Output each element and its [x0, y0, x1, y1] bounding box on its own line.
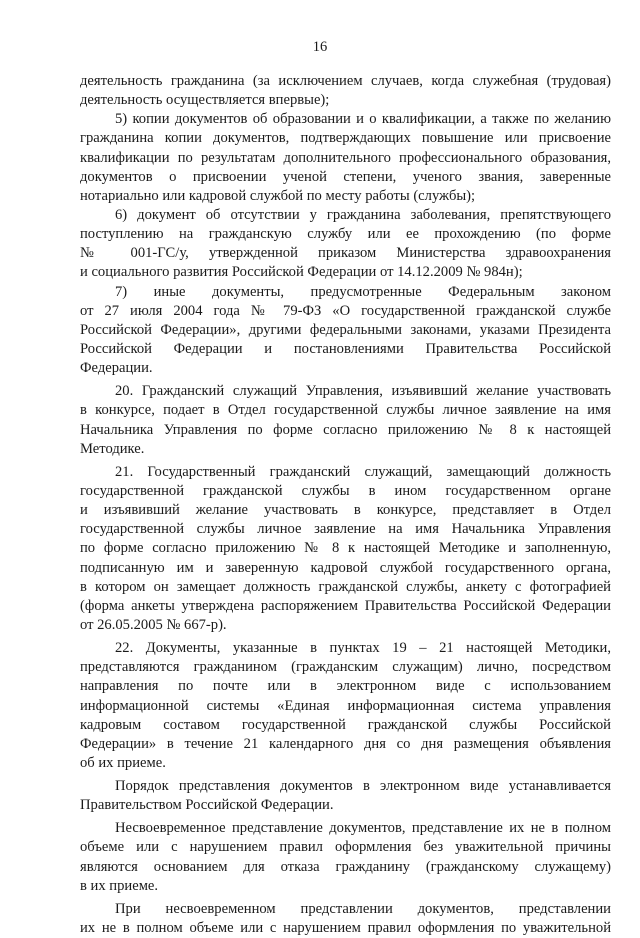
text-line: и изъявивший желание участвовать в конкурсе, представляет в Отдел: [80, 502, 611, 519]
text-line: Правительством Российской Федерации.: [80, 797, 334, 814]
paragraph-valid-reason: [80, 900, 611, 938]
text-line: и социального развития Российской Федерации от 14.12.2009 № 984н);: [80, 264, 523, 281]
paragraph-item-5: [80, 110, 611, 206]
text-line: 5) копии документов об образовании и о квалификации, а также по желанию: [115, 111, 611, 128]
text-line: от 27 июля 2004 года № 79-ФЗ «О государственной гражданской службе: [80, 302, 611, 319]
text-line: 7) иные документы, предусмотренные Федеральным законом: [115, 283, 611, 300]
paragraph-item-21: [80, 463, 611, 635]
text-line: 6) документ об отсутствии у гражданина заболевания, препятствующего: [115, 206, 611, 223]
text-line: Российской Федерации и постановлениями Правительства Российской: [80, 340, 611, 357]
page-number: 16: [312, 39, 328, 55]
text-line: Методике.: [80, 440, 145, 457]
text-line: Российской Федерации», другими федеральными законами, указами Президента: [80, 321, 611, 338]
text-line: в конкурсе, подает в Отдел государственной службы личное заявление на имя: [80, 402, 611, 419]
text-line: При несвоевременном представлении документов, представлении: [115, 900, 611, 917]
text-line: по форме согласно приложению № 8 к настоящей Методике и заполненную,: [80, 540, 611, 557]
text-line: деятельность осуществляется впервые);: [80, 92, 330, 109]
text-line: Начальника Управления по форме согласно приложению № 8 к настоящей: [80, 421, 611, 438]
text-line: (форма анкеты утверждена распоряжением Правительства Российской Федерации: [80, 597, 611, 614]
text-line: № 001-ГС/у, утвержденной приказом Министерства здравоохранения: [80, 245, 611, 262]
text-line: их не в полном объеме или с нарушением правил оформления по уважительной: [80, 920, 611, 937]
text-line: квалификации по результатам дополнительного профессионального образования,: [80, 149, 611, 166]
text-line: поступлению на гражданскую службу или ее прохождению (по форме: [80, 226, 611, 243]
text-line: документов о присвоении ученой степени, ученого звания, заверенные: [80, 168, 611, 185]
text-line: нотариально или кадровой службой по месту работы (службы);: [80, 187, 476, 204]
text-line: кадровым составом государственной гражданской службы Российской: [80, 716, 611, 733]
text-line: Федерации.: [80, 360, 153, 377]
paragraph-item-20: [80, 382, 611, 459]
text-line: информационной системы «Единая информационная система управления: [80, 697, 611, 714]
text-line: гражданина копии документов, подтверждающих повышение или присвоение: [80, 130, 611, 147]
text-line: представляются гражданином (гражданским служащим) лично, посредством: [80, 659, 611, 676]
text-line: подписанную им и заверенную кадровой службой государственного органа,: [80, 559, 611, 576]
text-line: деятельность гражданина (за исключением случаев, когда служебная (трудовая): [80, 73, 611, 89]
paragraph-electronic-order: [80, 777, 611, 815]
text-line: Федерации» в течение 21 календарного дня со дня размещения объявления: [80, 735, 611, 752]
text-line: направления по почте или в электронном виде с использованием: [80, 678, 611, 695]
text-line: 20. Гражданский служащий Управления, изъявивший желание участвовать: [115, 383, 611, 400]
text-line: в их приеме.: [80, 877, 159, 894]
text-line: об их приеме.: [80, 754, 166, 771]
document-body: [80, 72, 611, 938]
paragraph-continuation: [80, 72, 611, 110]
paragraph-item-22: [80, 639, 611, 773]
paragraph-untimely-submission: [80, 819, 611, 896]
text-line: государственной службы личное заявление на имя Начальника Управления: [80, 521, 611, 538]
paragraph-item-7: [80, 283, 611, 379]
text-line: Несвоевременное представление документов, представление их не в полном: [115, 820, 611, 837]
text-line: 21. Государственный гражданский служащий, замещающий должность: [115, 463, 611, 480]
text-line: объеме или с нарушением правил оформления без уважительной причины: [80, 839, 611, 856]
text-line: являются основанием для отказа гражданину (гражданскому служащему): [80, 858, 611, 875]
text-line: в котором он замещает должность гражданской службы, анкету с фотографией: [80, 578, 611, 595]
text-line: от 26.05.2005 № 667-р).: [80, 616, 227, 633]
paragraph-item-6: [80, 206, 611, 283]
text-line: государственной гражданской службы в ином государственном органе: [80, 482, 611, 499]
text-line: 22. Документы, указанные в пунктах 19 – 21 настоящей Методики,: [115, 640, 611, 657]
text-line: Порядок представления документов в электронном виде устанавливается: [115, 778, 611, 795]
